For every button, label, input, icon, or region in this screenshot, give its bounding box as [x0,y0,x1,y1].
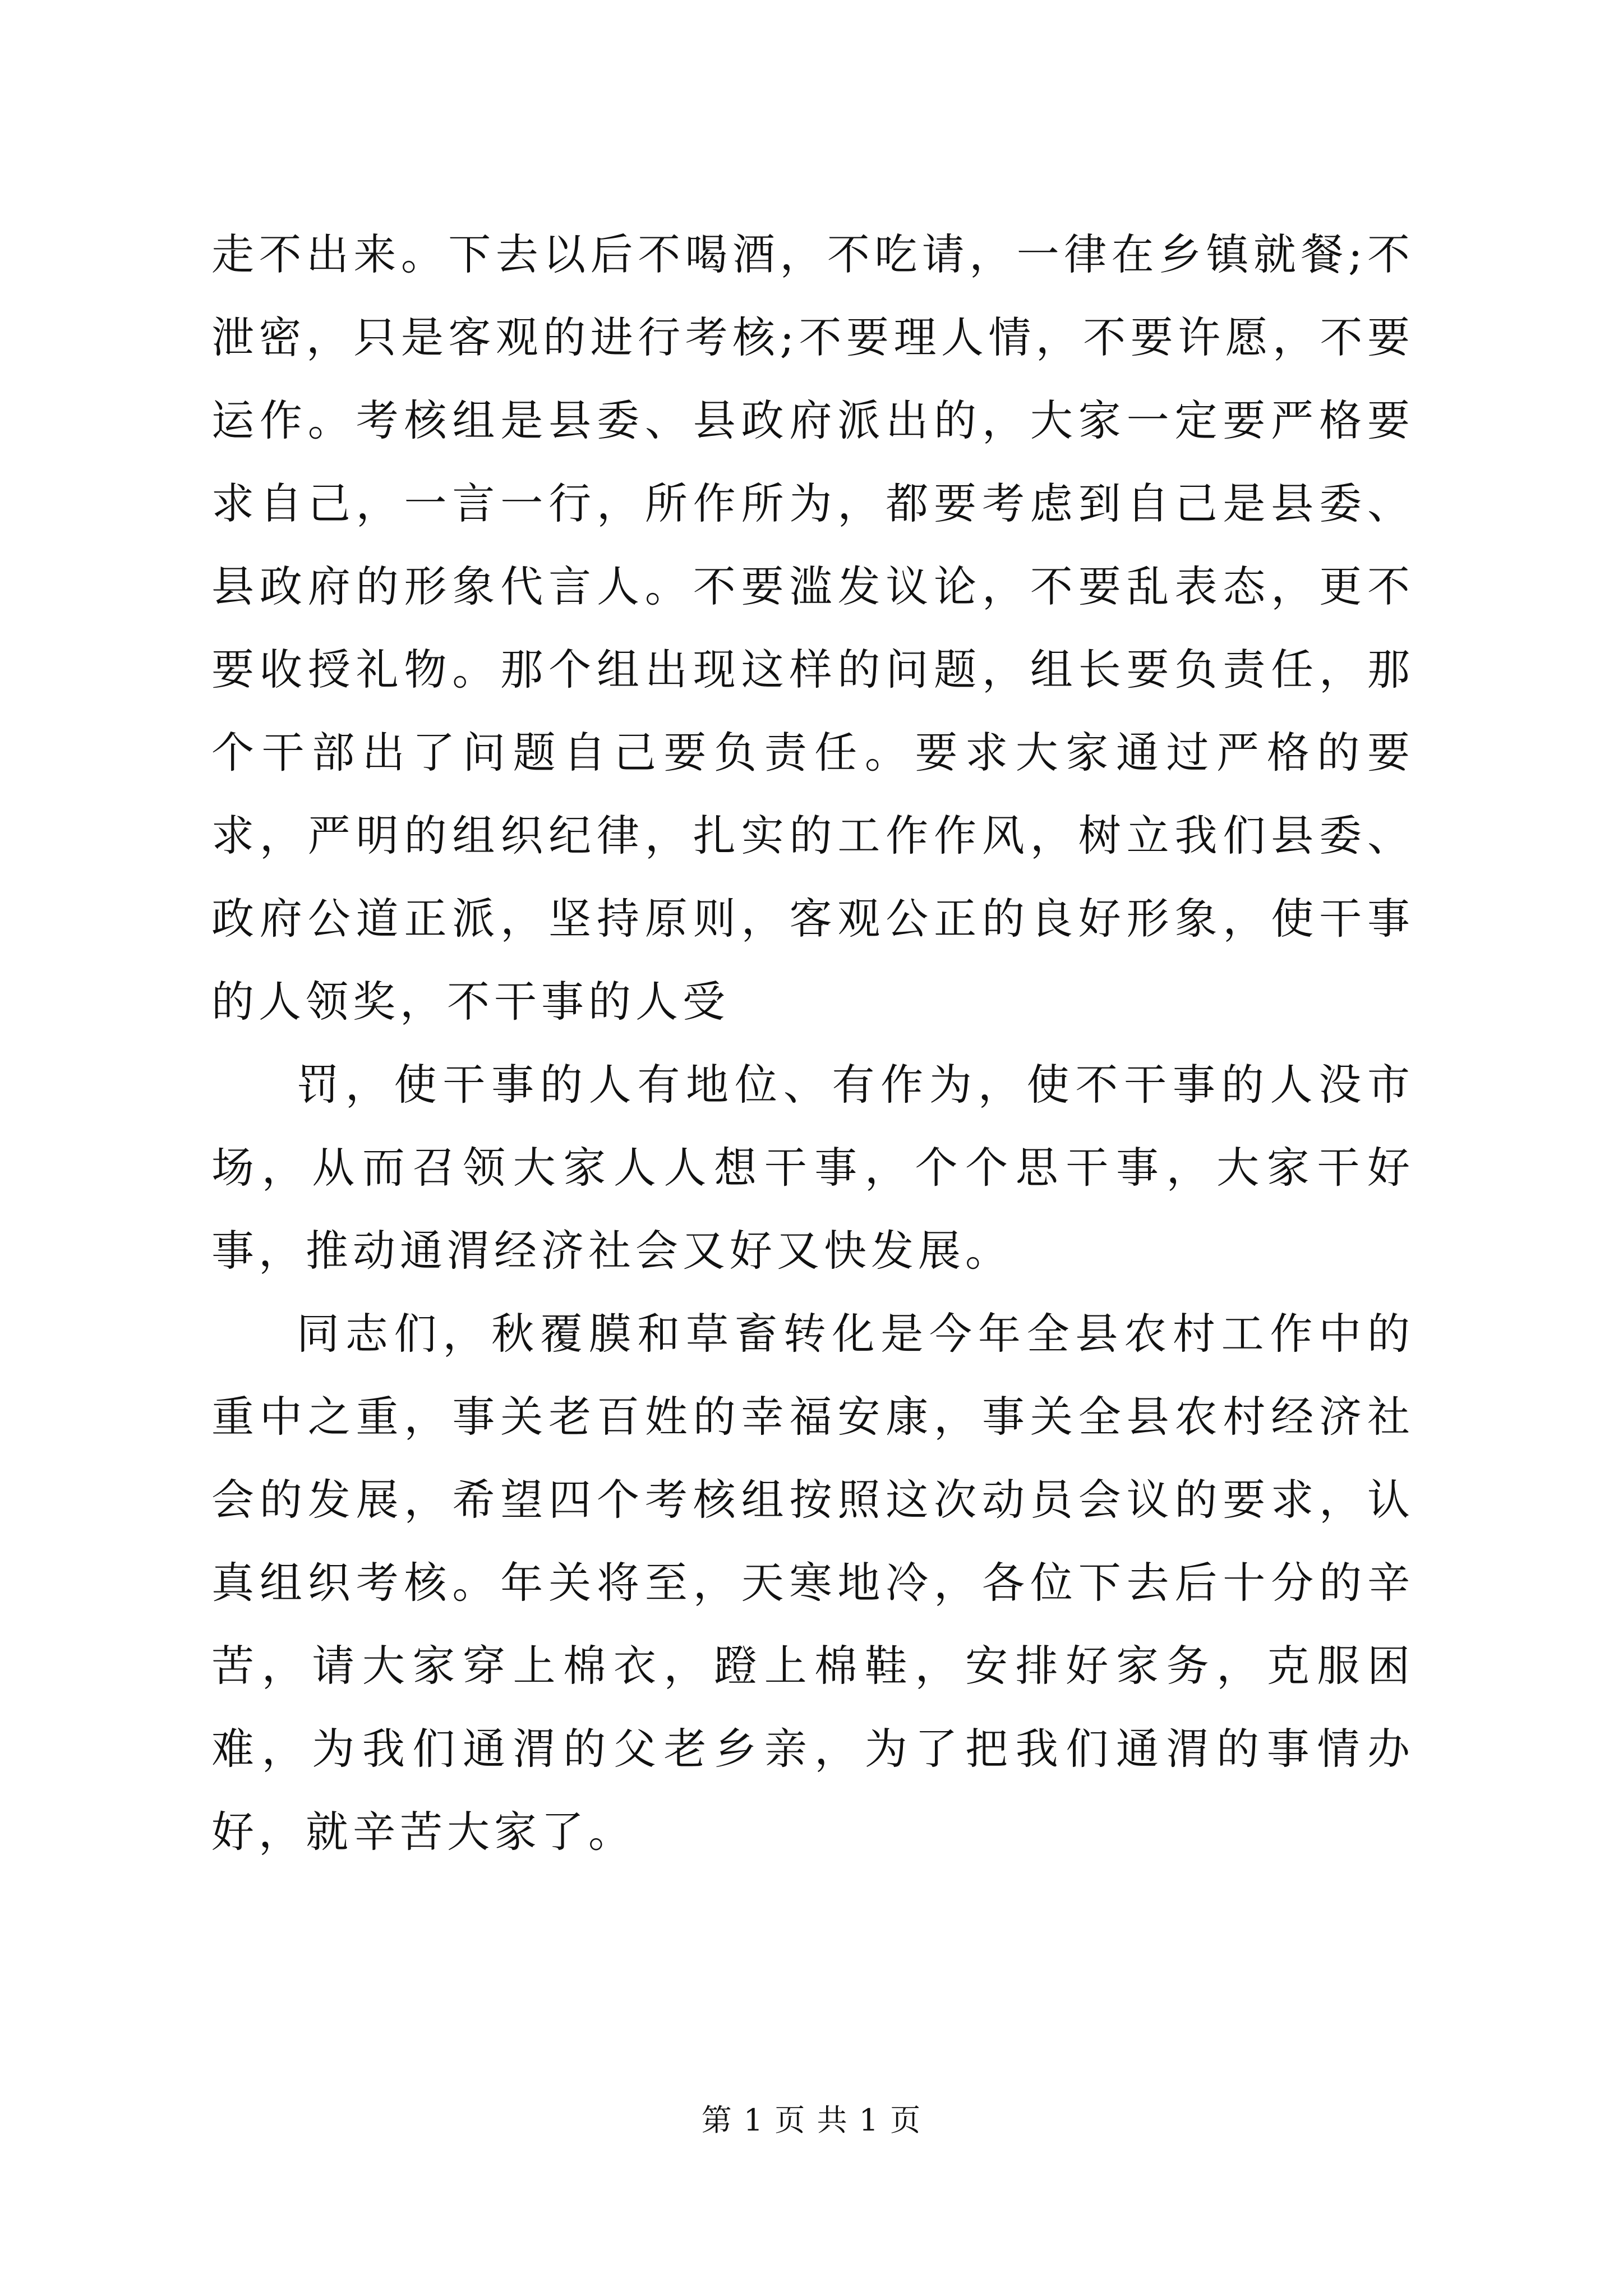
paragraph-1: 走不出来。下去以后不喝酒，不吃请，一律在乡镇就餐;不泄密，只是客观的进行考核;不要理人情，不要许愿，不要运作。考核组是县委、县政府派出的，大家一定要严格要求自己，一言一行，所作所为，都要考虑到自己是县委、县政府的形象代言人。不要滥发议论，不要乱表态，更不要收授礼物。那个组出现这样的问题，组长要负责任，那个干部出了问题自己要负责任。要求大家通过严格的要求，严明的组织纪律，扎实的工作作风，树立我们县委、政府公道正派，坚持原则，客观公正的良好形象，使干事的人领奖，不干事的人受 [211,229,1414,1027]
paragraph-2: 罚，使干事的人有地位、有作为，使不干事的人没市场，从而召领大家人人想干事，个个思干事，大家干好事，推动通渭经济社会又好又快发展。 [211,1060,1414,1276]
page-footer: 第 1 页 共 1 页 [701,2102,922,2138]
paragraph-3: 同志们，秋覆膜和草畜转化是今年全县农村工作中的重中之重，事关老百姓的幸福安康，事关全县农村经济社会的发展，希望四个考核组按照这次动员会议的要求，认真组织考核。年关将至，天寒地冷，各位下去后十分的辛苦，请大家穿上棉衣，蹬上棉鞋，安排好家务，克服困难，为我们通渭的父老乡亲，为了把我们通渭的事情办好，就辛苦大家了。 [211,1309,1414,1857]
document-body [211,213,1414,1874]
